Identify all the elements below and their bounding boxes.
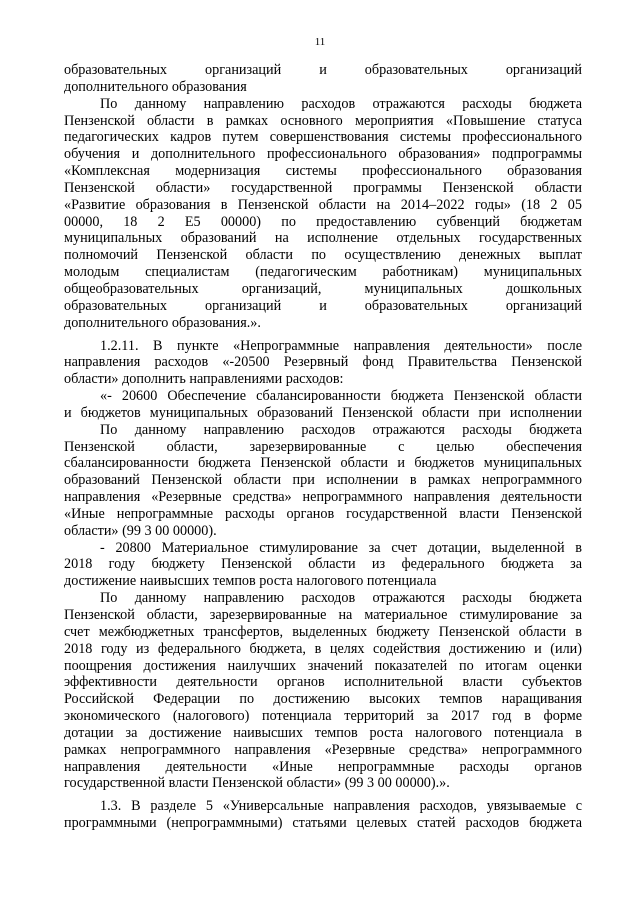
text-line: муниципальных образований на исполнение отдельных государственных (64, 230, 582, 247)
text-line: дотации за достижение наивысших темпов роста налогового потенциала в (64, 724, 582, 741)
text-line: образований Пензенской области при исполнении в рамках непрограммного (64, 472, 582, 489)
text-line: 1.2.11. В пункте «Непрограммные направления деятельности» после (100, 337, 582, 354)
text-line: области» дополнить направлениями расходов: (64, 371, 344, 388)
text-line: направления расходов «-20500 Резервный фонд Правительства Пензенской (64, 354, 582, 371)
text-line: дополнительного образования.». (64, 314, 261, 331)
text-line: 1.3. В разделе 5 «Универсальные направления расходов, увязываемые с (100, 798, 582, 815)
text-line: полномочий Пензенской области по осуществлению денежных выплат (64, 247, 582, 264)
text-line: Пензенской области, зарезервированные с целью обеспечения (64, 438, 582, 455)
text-line: Пензенской области в рамках основного мероприятия «Повышение статуса (64, 112, 582, 129)
text-line: области» (99 3 00 00000). (64, 522, 217, 539)
text-line: общеобразовательных организаций, муниципальных дошкольных (64, 280, 582, 297)
text-line: государственной власти Пензенской области» (99 3 00 00000).». (64, 775, 450, 792)
text-line: молодым специалистам (педагогическим работникам) муниципальных (64, 264, 582, 281)
text-line: сбалансированности бюджета Пензенской области и бюджетов муниципальных (64, 455, 582, 472)
text-line: Российской Федерации по достижению высоких темпов наращивания (64, 691, 582, 708)
text-line: По данному направлению расходов отражаются расходы бюджета (100, 590, 582, 607)
page-number: 11 (314, 36, 326, 48)
text-line: образовательных организаций и образовательных организаций (64, 297, 582, 314)
text-line: программными (непрограммными) статьями целевых статей расходов бюджета (64, 815, 582, 832)
text-line: педагогических кадров путем совершенствования системы профессионального (64, 129, 582, 146)
document-body (64, 62, 582, 832)
text-line: Пензенской области» государственной программы Пензенской области (64, 179, 582, 196)
text-line: достижение наивысших темпов роста налогового потенциала (64, 573, 437, 590)
text-line: направления «Резервные средства» непрограммного направления деятельности (64, 489, 582, 506)
text-line: направления деятельности «Иные непрограммные расходы органов (64, 758, 582, 775)
text-line: Пензенской области, зарезервированные на материальное стимулирование за (64, 607, 582, 623)
text-line: «Комплексная модернизация системы профессионального образования (64, 163, 582, 180)
text-line: «Иные непрограммные расходы органов государственной власти Пензенской (64, 505, 582, 522)
text-line: 2018 году из федерального бюджета, в целях содействия достижению и (или) (64, 640, 582, 657)
text-line: обучения и дополнительного профессионального образования» подпрограммы (64, 146, 582, 163)
text-line: «Развитие образования в Пензенской области на 2014–2022 годы» (18 2 05 (64, 196, 582, 213)
text-line: поощрения достижения наилучших значений показателей по итогам оценки (64, 657, 582, 674)
text-line: По данному направлению расходов отражаются расходы бюджета (100, 95, 582, 112)
text-line: По данному направлению расходов отражаются расходы бюджета (100, 421, 582, 438)
text-line: дополнительного образования (64, 78, 247, 95)
text-line: образовательных организаций и образовательных организаций (64, 62, 582, 78)
text-line: «- 20600 Обеспечение сбалансированности бюджета Пензенской области (100, 388, 582, 405)
text-line: 00000, 18 2 Е5 00000) по предоставлению субвенций бюджетам (64, 213, 582, 230)
text-line: экономического (налогового) потенциала территорий за 2017 год в форме (64, 708, 582, 725)
text-line: и бюджетов муниципальных образований Пензенской области при исполнении (64, 404, 582, 421)
text-line: - 20800 Материальное стимулирование за счет дотации, выделенной в (100, 539, 582, 556)
text-line: счет межбюджетных трансфертов, выделенных бюджету Пензенской области в (64, 623, 582, 640)
text-line: 2018 году бюджету Пензенской области из федерального бюджета за (64, 556, 582, 573)
text-line: эффективности деятельности органов исполнительной власти субъектов (64, 674, 582, 691)
text-line: рамках непрограммного направления «Резервные средства» непрограммного (64, 741, 582, 758)
